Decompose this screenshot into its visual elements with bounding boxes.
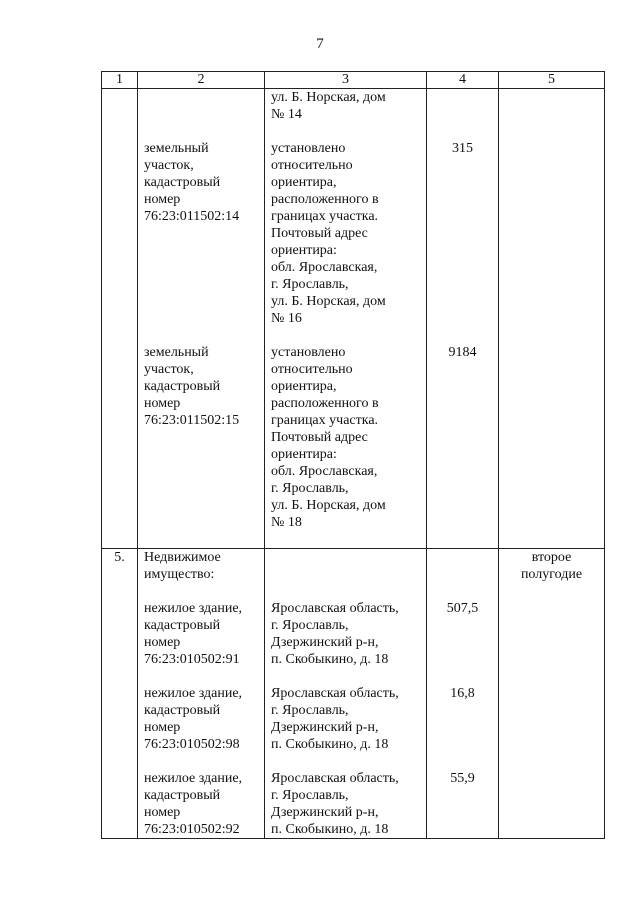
address-line: ориентира, xyxy=(271,379,337,394)
address-line: Дзержинский р-н, xyxy=(271,635,379,650)
area-cell xyxy=(427,344,499,549)
object-name-cell xyxy=(138,685,265,770)
address-line: г. Ярославль, xyxy=(271,703,349,718)
address-line: г. Ярославль, xyxy=(271,788,349,803)
address-line: Ярославская область, xyxy=(271,601,399,616)
row-number-cell xyxy=(102,600,138,685)
table-row xyxy=(102,685,605,770)
object-name-cell xyxy=(138,770,265,839)
row-number-cell xyxy=(102,770,138,839)
name-line: номер xyxy=(144,396,181,411)
address-line: № 18 xyxy=(271,515,302,530)
column-header-5: 5 xyxy=(499,72,605,89)
address-line: установлено xyxy=(271,141,346,156)
address-line: расположенного в xyxy=(271,396,379,411)
name-line: кадастровый xyxy=(144,788,221,803)
table-header-row xyxy=(102,72,605,89)
address-line: ориентира: xyxy=(271,243,337,258)
name-line: участок, xyxy=(144,158,194,173)
address-line: № 16 xyxy=(271,311,302,326)
period-cell xyxy=(499,344,605,549)
address-cell xyxy=(265,140,427,344)
address-line: Дзержинский р-н, xyxy=(271,720,379,735)
table-row xyxy=(102,89,605,141)
address-line: ул. Б. Норская, дом xyxy=(271,294,386,309)
address-cell xyxy=(265,344,427,549)
name-line: земельный xyxy=(144,141,209,156)
address-line: обл. Ярославская, xyxy=(271,260,378,275)
table-row xyxy=(102,140,605,344)
address-line: г. Ярославль, xyxy=(271,277,349,292)
area-cell xyxy=(427,600,499,685)
object-name-cell xyxy=(138,344,265,549)
table-row xyxy=(102,770,605,839)
period-cell xyxy=(499,140,605,344)
address-line: ул. Б. Норская, дом xyxy=(271,498,386,513)
address-line: п. Скобыкино, д. 18 xyxy=(271,822,389,837)
period-cell xyxy=(499,549,605,601)
table-row xyxy=(102,549,605,601)
name-line: кадастровый xyxy=(144,618,221,633)
period-cell xyxy=(499,770,605,839)
row-number: 5. xyxy=(114,550,125,565)
address-line: ориентира: xyxy=(271,447,337,462)
object-name-cell xyxy=(138,140,265,344)
name-line: кадастровый xyxy=(144,703,221,718)
name-line: Недвижимое xyxy=(144,550,221,565)
name-line: номер xyxy=(144,720,181,735)
name-line: земельный xyxy=(144,345,209,360)
address-line: границах участка. xyxy=(271,209,379,224)
period-cell xyxy=(499,600,605,685)
period-line: второе xyxy=(531,550,572,565)
address-line: относительно xyxy=(271,158,353,173)
name-line: участок, xyxy=(144,362,194,377)
name-line: кадастровый xyxy=(144,175,221,190)
address-cell xyxy=(265,770,427,839)
column-header-2: 2 xyxy=(138,72,265,89)
period-cell xyxy=(499,685,605,770)
address-line: Почтовый адрес xyxy=(271,226,368,241)
address-line: относительно xyxy=(271,362,353,377)
area-cell xyxy=(427,685,499,770)
row-number-cell xyxy=(102,140,138,344)
table-body xyxy=(102,89,605,839)
area-value: 55,9 xyxy=(450,771,475,786)
name-line: нежилое здание, xyxy=(144,771,243,786)
area-value: 315 xyxy=(452,141,473,156)
row-number-cell xyxy=(102,549,138,601)
address-line: ориентира, xyxy=(271,175,337,190)
area-cell xyxy=(427,89,499,141)
name-line: номер xyxy=(144,805,181,820)
name-line: 76:23:010502:98 xyxy=(144,737,240,752)
area-cell xyxy=(427,549,499,601)
name-line: номер xyxy=(144,192,181,207)
period-line: полугодие xyxy=(520,567,583,582)
table-row xyxy=(102,600,605,685)
row-number-cell xyxy=(102,685,138,770)
address-line: Ярославская область, xyxy=(271,771,399,786)
table-row xyxy=(102,344,605,549)
area-value: 9184 xyxy=(448,345,477,360)
name-line: кадастровый xyxy=(144,379,221,394)
name-line: нежилое здание, xyxy=(144,686,243,701)
page-number: 7 xyxy=(316,36,324,52)
address-line: установлено xyxy=(271,345,346,360)
column-header-4: 4 xyxy=(427,72,499,89)
address-line: Почтовый адрес xyxy=(271,430,368,445)
address-cell xyxy=(265,549,427,601)
object-name-cell xyxy=(138,89,265,141)
address-line: п. Скобыкино, д. 18 xyxy=(271,737,389,752)
address-cell xyxy=(265,600,427,685)
name-line: 76:23:010502:92 xyxy=(144,822,240,837)
address-line: Ярославская область, xyxy=(271,686,399,701)
address-line: Дзержинский р-н, xyxy=(271,805,379,820)
address-line: г. Ярославль, xyxy=(271,618,349,633)
name-line: 76:23:011502:14 xyxy=(144,209,240,224)
name-line: нежилое здание, xyxy=(144,601,243,616)
column-header-3: 3 xyxy=(265,72,427,89)
period-cell xyxy=(499,89,605,141)
name-line: 76:23:010502:91 xyxy=(144,652,240,667)
name-line: 76:23:011502:15 xyxy=(144,413,240,428)
column-header-1: 1 xyxy=(102,72,138,89)
area-value: 16,8 xyxy=(450,686,475,701)
address-line: границах участка. xyxy=(271,413,379,428)
object-name-cell xyxy=(138,549,265,601)
name-line: имущество: xyxy=(144,567,215,582)
address-cell xyxy=(265,685,427,770)
row-number-cell xyxy=(102,89,138,141)
area-value: 507,5 xyxy=(446,601,479,616)
area-cell xyxy=(427,770,499,839)
name-line: номер xyxy=(144,635,181,650)
address-cell xyxy=(265,89,427,141)
address-line: г. Ярославль, xyxy=(271,481,349,496)
property-table xyxy=(101,71,605,839)
address-line: № 14 xyxy=(271,107,302,122)
object-name-cell xyxy=(138,600,265,685)
address-line: ул. Б. Норская, дом xyxy=(271,90,386,105)
address-line: обл. Ярославская, xyxy=(271,464,378,479)
row-number-cell xyxy=(102,344,138,549)
address-line: п. Скобыкино, д. 18 xyxy=(271,652,389,667)
address-line: расположенного в xyxy=(271,192,379,207)
area-cell xyxy=(427,140,499,344)
